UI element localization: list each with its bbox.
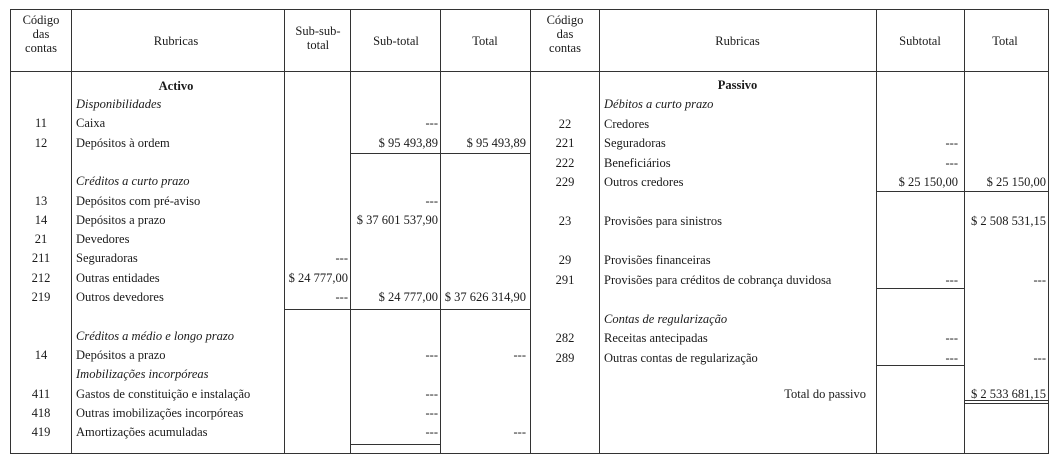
account-label: Credores bbox=[604, 117, 650, 131]
subtotal-value: --- bbox=[945, 351, 958, 365]
total-value: --- bbox=[513, 348, 526, 362]
account-label: Outras entidades bbox=[76, 271, 160, 285]
account-code: 418 bbox=[31, 406, 51, 420]
account-label: Outros credores bbox=[604, 175, 684, 189]
grid-line-v bbox=[876, 9, 877, 454]
account-label: Provisões para sinistros bbox=[604, 214, 723, 228]
account-code: 11 bbox=[34, 116, 48, 130]
header-rubricas-left: Rubricas bbox=[153, 34, 199, 48]
section-label: Débitos a curto prazo bbox=[604, 97, 714, 111]
subtotal-value: $ 25 150,00 bbox=[898, 175, 958, 189]
grid-line-h bbox=[10, 71, 1048, 72]
section-label: Imobilizações incorpóreas bbox=[76, 367, 209, 381]
account-label: Seguradoras bbox=[76, 251, 138, 265]
header-total-left: Total bbox=[472, 34, 498, 48]
subtotal-value: --- bbox=[425, 406, 438, 420]
subtotal-value: $ 95 493,89 bbox=[378, 136, 438, 150]
total-passivo-label: Total do passivo bbox=[784, 387, 866, 401]
account-label: Depósitos a prazo bbox=[76, 213, 166, 227]
total-value: --- bbox=[1033, 273, 1046, 287]
header-total-right: Total bbox=[992, 34, 1018, 48]
total-value: --- bbox=[513, 425, 526, 439]
total-value: $ 95 493,89 bbox=[466, 136, 526, 150]
grid-line-h bbox=[876, 191, 964, 192]
header-rubricas-right: Rubricas bbox=[715, 34, 760, 48]
grid-line-h bbox=[964, 403, 1048, 404]
account-label: Beneficiários bbox=[604, 156, 671, 170]
account-label: Provisões para créditos de cobrança duvidosa bbox=[604, 273, 832, 287]
grid-line-v bbox=[530, 9, 531, 454]
grid-line-h bbox=[876, 365, 964, 366]
account-label: Devedores bbox=[76, 232, 130, 246]
grid-line-v bbox=[440, 9, 441, 454]
total-value: --- bbox=[1033, 351, 1046, 365]
account-code: 21 bbox=[34, 232, 48, 246]
account-label: Depósitos à ordem bbox=[76, 136, 170, 150]
section-label: Créditos a curto prazo bbox=[76, 174, 190, 188]
account-label: Outros devedores bbox=[76, 290, 164, 304]
account-code: 411 bbox=[31, 387, 51, 401]
subtotal-value: --- bbox=[425, 387, 438, 401]
section-label: Créditos a médio e longo prazo bbox=[76, 329, 234, 343]
subtotal-value: --- bbox=[425, 348, 438, 362]
grid-line-h bbox=[10, 9, 1048, 10]
header-codigo-right: Código das contas bbox=[546, 13, 584, 55]
subtotal-value: --- bbox=[425, 194, 438, 208]
grid-line-v bbox=[284, 9, 285, 454]
subtotal-value: $ 37 601 537,90 bbox=[356, 213, 438, 227]
account-code: 14 bbox=[34, 348, 48, 362]
grid-line-h bbox=[440, 153, 530, 154]
account-code: 22 bbox=[558, 117, 572, 131]
account-label: Seguradoras bbox=[604, 136, 666, 150]
account-label: Gastos de constituição e instalação bbox=[76, 387, 251, 401]
subsubtotal-value: $ 24 777,00 bbox=[288, 271, 348, 285]
section-label: Contas de regularização bbox=[604, 312, 728, 326]
grid-line-v bbox=[964, 9, 965, 454]
account-code: 29 bbox=[558, 253, 572, 267]
grid-line-h bbox=[10, 453, 1048, 454]
grid-line-h bbox=[876, 288, 964, 289]
subtotal-value: --- bbox=[425, 116, 438, 130]
total-value: $ 25 150,00 bbox=[986, 175, 1046, 189]
grid-line-h bbox=[350, 309, 440, 310]
grid-line-h bbox=[350, 153, 440, 154]
account-label: Depósitos a prazo bbox=[76, 348, 166, 362]
account-code: 289 bbox=[555, 351, 575, 365]
account-label: Receitas antecipadas bbox=[604, 331, 708, 345]
account-code: 219 bbox=[31, 290, 51, 304]
account-code: 221 bbox=[555, 136, 575, 150]
account-label: Provisões financeiras bbox=[604, 253, 711, 267]
subtotal-value: --- bbox=[945, 136, 958, 150]
activo-heading: Activo bbox=[158, 79, 194, 93]
account-code: 12 bbox=[34, 136, 48, 150]
account-label: Outras imobilizações incorpóreas bbox=[76, 406, 244, 420]
subtotal-value: --- bbox=[945, 156, 958, 170]
grid-line-v bbox=[1048, 9, 1049, 454]
account-code: 23 bbox=[558, 214, 572, 228]
total-passivo-value: $ 2 533 681,15 bbox=[971, 387, 1046, 401]
subtotal-value: $ 24 777,00 bbox=[378, 290, 438, 304]
account-code: 13 bbox=[34, 194, 48, 208]
passivo-heading: Passivo bbox=[717, 78, 758, 92]
subsubtotal-value: --- bbox=[335, 251, 348, 265]
grid-line-v bbox=[350, 9, 351, 454]
account-label: Depósitos com pré-aviso bbox=[76, 194, 201, 208]
header-codigo-left: Código das contas bbox=[22, 13, 60, 55]
header-subsubtotal: Sub-sub- total bbox=[295, 24, 341, 52]
total-value: $ 2 508 531,15 bbox=[971, 214, 1046, 228]
account-code: 14 bbox=[34, 213, 48, 227]
account-code: 291 bbox=[555, 273, 575, 287]
section-label: Disponibilidades bbox=[76, 97, 162, 111]
subtotal-value: --- bbox=[945, 273, 958, 287]
grid-line-v bbox=[10, 9, 11, 454]
header-subtotal-left: Sub-total bbox=[373, 34, 419, 48]
account-label: Outras contas de regularização bbox=[604, 351, 758, 365]
account-code: 282 bbox=[555, 331, 575, 345]
grid-line-h bbox=[964, 191, 1048, 192]
account-code: 419 bbox=[31, 425, 51, 439]
grid-line-v bbox=[71, 9, 72, 454]
grid-line-h bbox=[440, 309, 530, 310]
account-code: 222 bbox=[555, 156, 575, 170]
account-label: Amortizações acumuladas bbox=[76, 425, 208, 439]
grid-line-h bbox=[350, 444, 440, 445]
account-code: 212 bbox=[31, 271, 51, 285]
account-code: 211 bbox=[31, 251, 51, 265]
header-subtotal-right: Subtotal bbox=[899, 34, 941, 48]
account-code: 229 bbox=[555, 175, 575, 189]
grid-line-h bbox=[284, 309, 350, 310]
subtotal-value: --- bbox=[945, 331, 958, 345]
account-label: Caixa bbox=[76, 116, 106, 130]
subsubtotal-value: --- bbox=[335, 290, 348, 304]
subtotal-value: --- bbox=[425, 425, 438, 439]
total-value: $ 37 626 314,90 bbox=[444, 290, 526, 304]
